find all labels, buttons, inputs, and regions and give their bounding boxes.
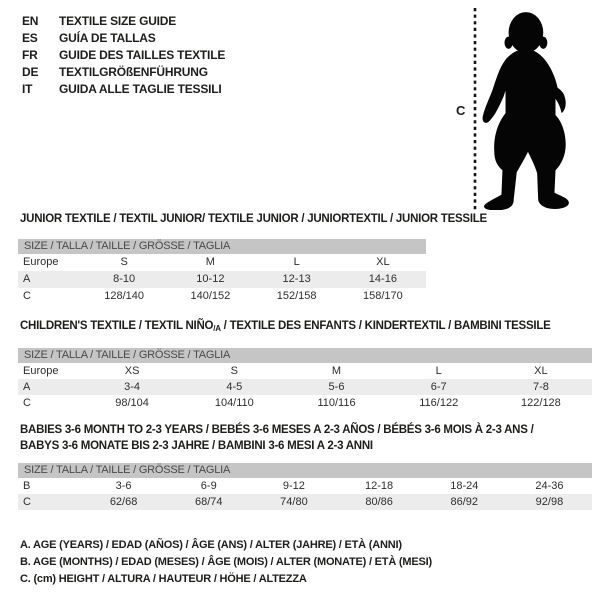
babies-size-table	[18, 463, 592, 510]
title-line: BABIES 3-6 MONTH TO 2-3 YEARS / BEBÉS 3-6 MESES A 2-3 AÑOS / BÉBÉS 3-6 MOIS À 2-3 ANS /	[20, 424, 534, 436]
table-cell: XS	[124, 365, 140, 377]
babies-section-title	[20, 422, 585, 454]
table-cell: 10-12	[196, 273, 225, 285]
children-section-title	[20, 320, 551, 333]
table-cell: 14-16	[368, 273, 397, 285]
row-label: C	[23, 496, 31, 508]
table-row	[18, 494, 592, 510]
table-cell: 158/170	[362, 290, 403, 302]
table-cell: 12-13	[282, 273, 311, 285]
table-cell: 7-8	[532, 381, 549, 393]
table-cell: 128/140	[104, 290, 144, 302]
language-code: FR	[22, 47, 38, 62]
title-subscript: /A	[213, 324, 221, 333]
table-cell: S	[120, 256, 128, 268]
table-cell: 5-6	[328, 381, 345, 393]
row-label: C	[23, 397, 31, 409]
table-row	[18, 254, 426, 271]
language-row	[22, 12, 225, 29]
junior-section-title: JUNIOR TEXTILE / TEXTIL JUNIOR/ TEXTILE JUNIOR / JUNIORTEXTIL / JUNIOR TESSILE	[20, 213, 487, 225]
legend-note-b: B. AGE (MONTHS) / EDAD (MESES) / ÂGE (MOIS) / ALTER (MONATE) / ETÀ (MESI)	[20, 556, 432, 568]
table-cell: 8-10	[113, 273, 136, 285]
table-cell: L	[435, 365, 442, 377]
table-cell: 68/74	[194, 496, 223, 508]
table-cell: 104/110	[214, 397, 254, 409]
table-row	[18, 395, 592, 411]
language-code: DE	[22, 64, 39, 79]
language-label: TEXTILGRÖßENFÜHRUNG	[59, 64, 208, 79]
row-label: A	[23, 381, 31, 393]
table-cell: S	[230, 365, 238, 377]
table-cell: 86/92	[450, 496, 479, 508]
legend-note-a: A. AGE (YEARS) / EDAD (AÑOS) / ÂGE (ANS) / ALTER (JAHRE) / ETÀ (ANNI)	[20, 539, 402, 551]
table-cell: 3-4	[124, 381, 141, 393]
table-row	[18, 363, 592, 379]
row-label: Europe	[23, 256, 59, 268]
row-label: B	[23, 480, 31, 492]
table-cell: 6-9	[200, 480, 217, 492]
row-label: C	[23, 290, 31, 302]
language-row	[22, 63, 225, 80]
junior-size-table	[18, 239, 426, 305]
size-header-bar: SIZE / TALLA / TAILLE / GRÖSSE / TAGLIA	[18, 348, 592, 363]
row-label: A	[23, 273, 31, 285]
language-label: GUIDA ALLE TAGLIE TESSILI	[59, 81, 222, 96]
table-cell: 98/104	[115, 397, 149, 409]
language-row	[22, 80, 225, 97]
table-cell: 140/152	[190, 290, 231, 302]
table-cell: 62/68	[109, 496, 138, 508]
language-label: TEXTILE SIZE GUIDE	[59, 13, 177, 28]
row-label: Europe	[23, 365, 59, 377]
table-cell: 80/86	[365, 496, 393, 508]
language-label: GUIDE DES TAILLES TEXTILE	[59, 47, 226, 62]
table-row	[18, 288, 426, 305]
language-row	[22, 46, 225, 63]
table-cell: 122/128	[521, 397, 561, 409]
title-text: / TEXTILE DES ENFANTS / KINDERTEXTIL / BAMBINI TESSILE	[220, 320, 551, 332]
table-cell: 116/122	[419, 397, 459, 409]
height-measure-line	[473, 8, 477, 212]
table-cell: 4-5	[226, 381, 243, 393]
table-cell: 9-12	[282, 480, 305, 492]
legend-notes	[20, 537, 432, 588]
size-header-bar: SIZE / TALLA / TAILLE / GRÖSSE / TAGLIA	[18, 239, 426, 254]
language-code: IT	[22, 81, 33, 96]
table-cell: L	[293, 256, 300, 268]
language-code: ES	[22, 30, 38, 45]
table-cell: 12-18	[365, 480, 394, 492]
table-cell: 24-36	[535, 480, 564, 492]
baby-silhouette-icon	[478, 6, 582, 210]
table-row	[18, 271, 426, 288]
legend-note-c: C. (cm) HEIGHT / ALTURA / HAUTEUR / HÖHE / ALTEZZA	[20, 573, 307, 585]
table-cell: 6-7	[430, 381, 447, 393]
title-line: BABYS 3-6 MONATE BIS 2-3 JAHRE / BAMBINI 3-6 MESI A 2-3 ANNI	[20, 440, 373, 452]
table-row	[18, 379, 592, 395]
table-cell: 92/98	[535, 496, 564, 508]
language-label: GUÍA DE TALLAS	[59, 30, 156, 45]
table-row	[18, 478, 592, 494]
language-row	[22, 29, 225, 46]
table-cell: XL	[534, 365, 548, 377]
language-list	[22, 12, 225, 97]
table-cell: 74/80	[280, 496, 308, 508]
table-cell: 110/116	[317, 397, 356, 409]
language-code: EN	[22, 13, 39, 28]
title-text: CHILDREN'S TEXTILE / TEXTIL NIÑO	[20, 320, 214, 332]
table-cell: XL	[376, 256, 390, 268]
size-header-bar: SIZE / TALLA / TAILLE / GRÖSSE / TAGLIA	[18, 463, 592, 478]
table-cell: 3-6	[115, 480, 132, 492]
children-size-table	[18, 348, 592, 411]
table-cell: 152/158	[276, 290, 317, 302]
table-cell: 18-24	[450, 480, 479, 492]
height-measure-label: C	[456, 103, 466, 118]
table-cell: M	[205, 256, 215, 268]
table-cell: M	[331, 365, 342, 377]
